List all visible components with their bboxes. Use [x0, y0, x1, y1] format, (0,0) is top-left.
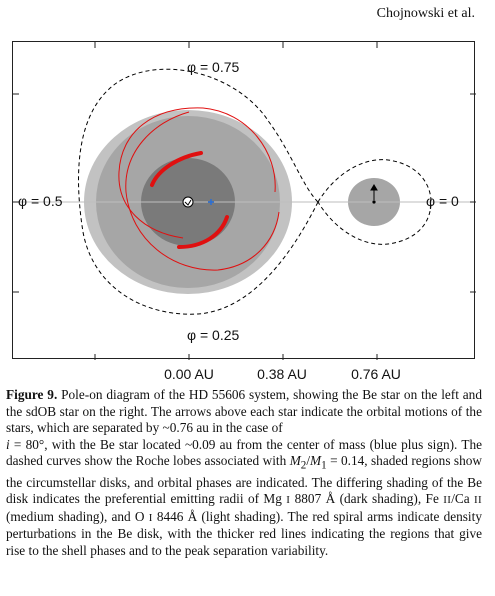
diagram-canvas — [13, 42, 476, 360]
caption-text-7: 8446 Å (light shading). The red spiral arms indicate density perturbations in the Be disk, with the thicker red lines indicating the regions that give rise to the shell phases and to the peak separation variability. — [6, 508, 482, 558]
pole-on-diagram — [12, 41, 475, 359]
sdob-star — [372, 200, 375, 203]
phase-label-bottom: φ = 0.25 — [187, 327, 240, 343]
caption-m1: M — [310, 453, 322, 469]
x-axis-label-1: 0.38 AU — [257, 366, 307, 382]
caption-text-4: 8807 Å (dark shading), Fe — [290, 491, 444, 507]
caption-text-6: (medium shading), and O — [6, 508, 149, 524]
phase-label-top: φ = 0.75 — [187, 59, 240, 75]
x-axis-label-2: 0.76 AU — [351, 366, 401, 382]
caption-label: Figure 9. — [6, 387, 58, 402]
caption-ion-o: I — [148, 511, 153, 524]
caption-text-3: = 0.14, shaded regions show the circumstellar disks, and orbital phases are indicated. The differing shading of the Be disk indicates the preferential emitting radii of Mg — [6, 453, 483, 507]
caption-inclination-symbol: i — [6, 436, 10, 452]
phase-label-right: φ = 0 — [426, 193, 459, 209]
caption-ion-ca: II — [474, 494, 482, 507]
caption-text-2: = 80°, with the Be star located ~0.09 au from the center of mass (blue plus sign). The dashed curves show the Roche lobes associated with — [6, 436, 482, 469]
x-axis-label-0: 0.00 AU — [164, 366, 214, 382]
phase-label-left: φ = 0.5 — [18, 193, 63, 209]
caption-ion-mg: I — [286, 494, 291, 507]
running-head: Chojnowski et al. — [376, 6, 475, 21]
caption-m2-sub: 2 — [300, 460, 307, 473]
caption-ion-fe: II — [443, 494, 452, 507]
caption-text-5: /Ca — [451, 491, 475, 507]
caption-text-1: Pole-on diagram of the HD 55606 system, showing the Be star on the left and the sdOB star on the right. The arrows above each star indicate the orbital motions of the stars, which are separated by ~0.76 au in the case of — [6, 387, 482, 436]
caption-m1-sub: 1 — [321, 460, 327, 473]
caption-slash: / — [306, 453, 311, 469]
caption-m2: M — [289, 453, 301, 469]
figure-caption — [6, 387, 482, 560]
